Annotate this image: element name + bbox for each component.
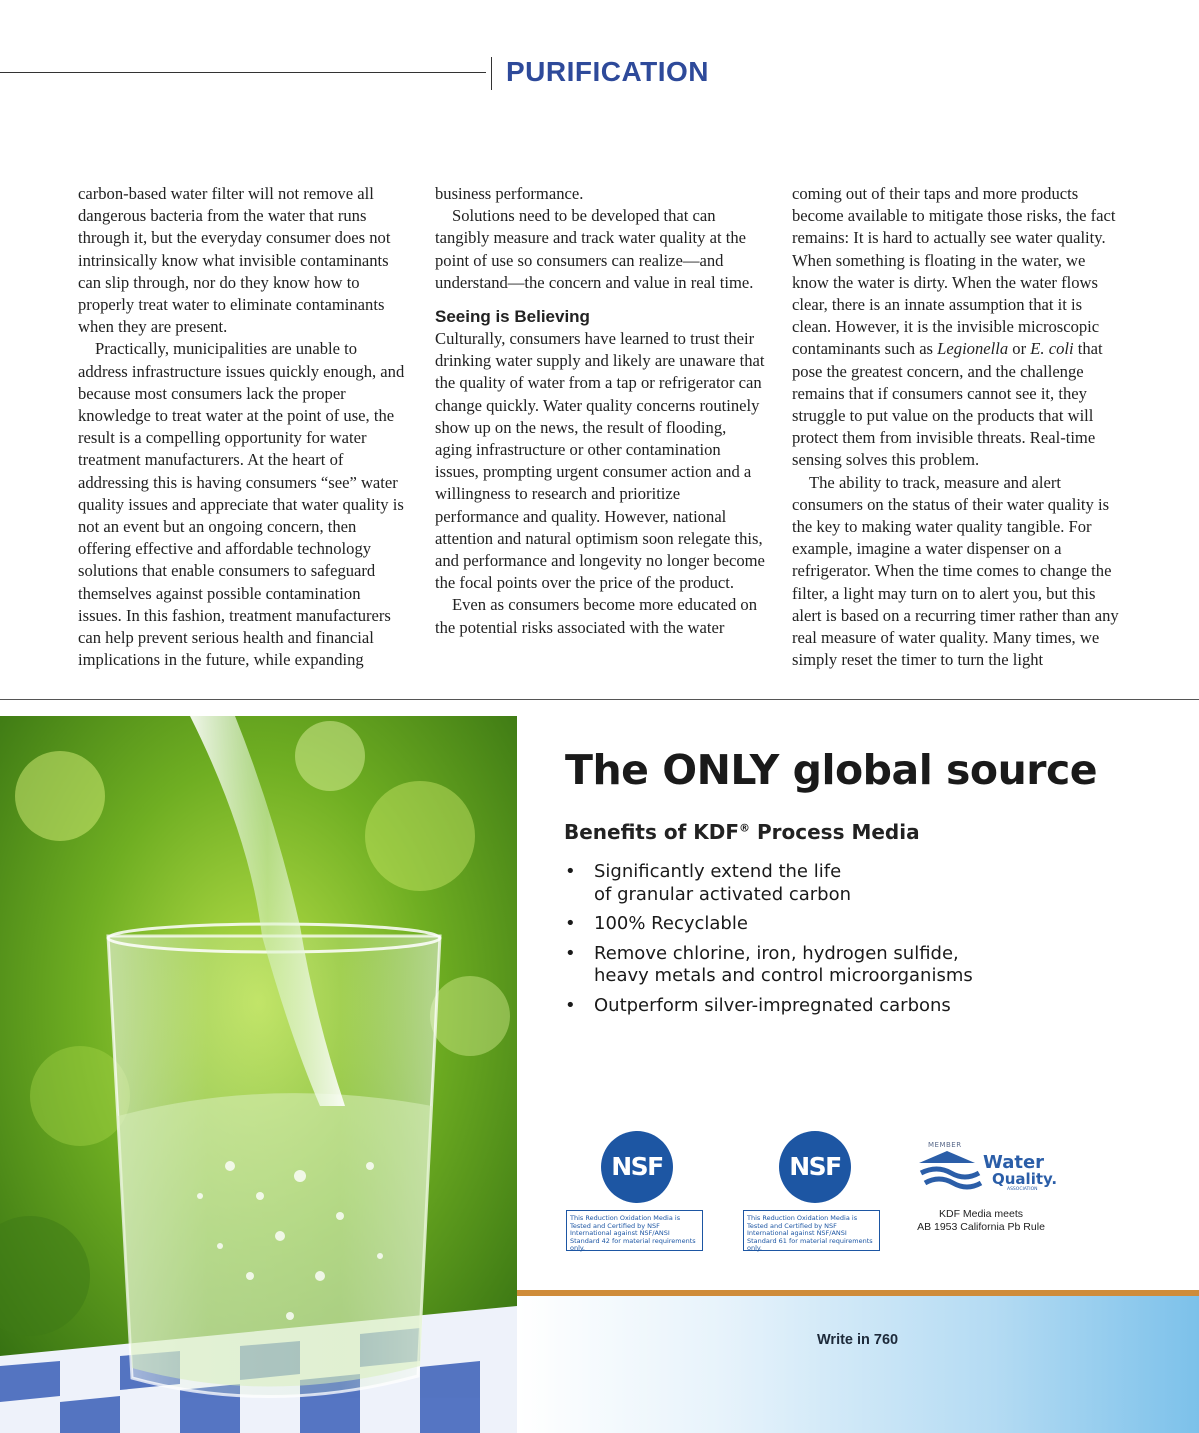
ad-subheading <box>564 820 920 844</box>
benefit-item <box>565 995 1185 1018</box>
section-title: PURIFICATION <box>506 56 710 87</box>
wqa-logo-association: ASSOCIATION <box>1007 1187 1038 1192</box>
benefit-text: Outperform silver-impregnated carbons <box>594 994 951 1016</box>
write-in-number: Write in 760 <box>817 1332 899 1348</box>
benefit-item <box>565 943 1185 988</box>
nsf-certification-note: This Reduction Oxidation Media is Tested and Certified by NSF International against NSF/ANSI Standard 42 for material requirements only. <box>566 1210 703 1251</box>
benefit-text: 100% Recyclable <box>594 913 748 934</box>
article-column-1 <box>78 183 408 671</box>
bullet-icon: • <box>565 942 576 964</box>
nsf-certification-note: This Reduction Oxidation Media is Tested and Certified by NSF International against NSF/ANSI Standard 61 for material requirements only. <box>743 1210 880 1251</box>
italic-term: Legionella <box>937 339 1009 359</box>
subheading: Seeing is Believing <box>435 307 590 327</box>
benefit-item <box>565 913 1185 936</box>
article-column-3 <box>792 183 1122 671</box>
article-column-2 <box>435 183 765 639</box>
nsf-logo-icon: NSF <box>779 1131 851 1203</box>
paragraph: Even as consumers become more educated on the potential risks associated with the water <box>435 595 758 637</box>
benefit-text: Significantly extend the life of granular activated carbon <box>594 861 852 905</box>
paragraph: Practically, municipalities are unable to address infrastructure issues quickly enough, and because most consumers lack the proper knowledge to treat water at the point of use, the result is a compelling opportunity for water treatment manufacturers. At the heart of addressing this is having consumers “see” water quality issues and appreciate that water quality is not an event but an ongoing concern, then offering effective and affordable technology solutions that enable consumers to safeguard themselves against possible contamination issues. In this fashion, treatment manufacturers can help prevent serious health and financial implications in the future, while expanding <box>78 339 405 670</box>
header-divider <box>491 57 492 90</box>
ad-subheading-tail: Process Media <box>750 820 920 844</box>
paragraph: business performance. <box>435 184 584 203</box>
benefits-list <box>565 861 1185 1024</box>
water-glass-photo <box>0 716 517 1433</box>
bullet-icon: • <box>565 861 576 882</box>
kdf-compliance-note: KDF Media meets AB 1953 California Pb Rule <box>917 1208 1045 1233</box>
ad-footer-band <box>517 1296 1199 1433</box>
nsf-logo-icon: NSF <box>601 1131 673 1203</box>
text-run: coming out of their taps and more products become available to mitigate those risks, the fact remains: It is hard to actually see water quality. When something is floating in the water, we know the water is dirty. When the water flows clear, there is an innate assumption that it is clean. However, it is the invisible microscopic contaminants such as <box>792 184 1116 359</box>
paragraph: Culturally, consumers have learned to trust their drinking water supply and likely are unaware that the quality of water from a tap or refrigerator can change quickly. Water quality concerns routinely show up on the news, the result of flooding, aging infrastructure or other contamination issues, prompting urgent consumer action and a willingness to research and prioritize performance and quality. However, national attention and natural optimism soon relegate this, and performance and longevity no longer become the focal points over the price of the product. <box>435 329 765 593</box>
text-run: that pose the greatest concern, and the challenge remains that if consumers cannot see it, they struggle to put value on the products that will protect them from invisible threats. Real-time sensing solves this problem. <box>792 339 1103 470</box>
bullet-icon: • <box>565 913 576 934</box>
wqa-logo-water: Water <box>983 1152 1045 1173</box>
benefit-item <box>565 861 1185 906</box>
ad-subheading-text: Benefits of KDF <box>564 820 740 844</box>
ad-headline: The ONLY global source <box>565 746 1098 794</box>
photo-illustration <box>0 716 517 1433</box>
wqa-member-label: MEMBER <box>928 1141 962 1149</box>
paragraph: The ability to track, measure and alert consumers on the status of their water quality is the key to making water quality tangible. For example, imagine a water dispenser on a refrigerator. When the time comes to change the filter, a light may turn on to alert you, but this alert is based on a recurring timer rather than any real measure of water quality. Many times, we simply reset the timer to turn the light <box>792 472 1119 670</box>
bullet-icon: • <box>565 994 576 1016</box>
paragraph <box>792 183 1122 472</box>
wqa-logo-quality: Quality. <box>992 1170 1058 1188</box>
registered-mark: ® <box>739 821 751 835</box>
italic-term: E. coli <box>1030 339 1074 359</box>
benefit-text: Remove chlorine, iron, hydrogen sulfide, heavy metals and control microorganisms <box>594 942 973 986</box>
text-run: or <box>1008 339 1031 359</box>
page-divider <box>0 699 1199 700</box>
header-rule <box>0 72 486 73</box>
paragraph: Solutions need to be developed that can tangibly measure and track water quality at the point of use so consumers can realize—and understand—the concern and value in real time. <box>435 206 754 292</box>
paragraph: carbon-based water filter will not remove all dangerous bacteria from the water that runs through it, but the everyday consumer does not intrinsically know what invisible contaminants can slip through, nor do they know how to properly treat water to eliminate contaminants when they are present. <box>78 184 391 337</box>
